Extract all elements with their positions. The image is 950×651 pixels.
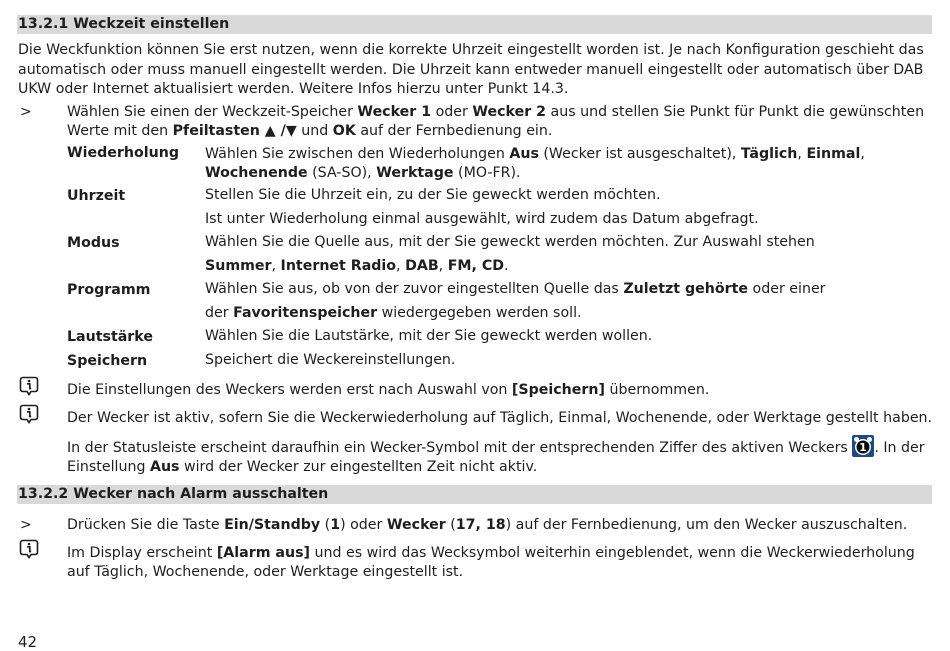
info-icon bbox=[19, 404, 39, 424]
page-number: 42 bbox=[18, 633, 38, 651]
alarm-clock-icon bbox=[852, 435, 874, 457]
term-speichern: Speichern bbox=[67, 353, 148, 369]
section-heading: 13.2.2 Wecker nach Alarm ausschalten bbox=[18, 486, 329, 502]
note-alarm-off: Im Display erscheint [Alarm aus] und es wird das Wecksymbol weiterhin eingeblendet, wenn die Weckerwiederholung auf Täglich, Wochenende, oder Werktage eingestellt ist. bbox=[67, 545, 915, 580]
section-heading-bar bbox=[17, 485, 932, 504]
desc-programm: Wählen Sie aus, ob von der zuvor eingestellten Quelle das Zuletzt gehörte oder einer der Favoritenspeicher wiedergegeben werden soll. bbox=[205, 281, 826, 321]
step-text: Drücken Sie die Taste Ein/Standby (1) oder Wecker (17, 18) auf der Fernbedienung, um den Wecker auszuschalten. bbox=[67, 517, 908, 533]
desc-wiederholung: Wählen Sie zwischen den Wiederholungen Aus (Wecker ist ausgeschaltet), Täglich, Einmal, Wochenende (SA-SO), Werktage (MO-FR). bbox=[205, 146, 865, 181]
term-modus: Modus bbox=[67, 235, 120, 251]
note-alarm-active: Der Wecker ist aktiv, sofern Sie die Weckerwiederholung auf Täglich, Einmal, Wochenende, oder Werktage gestellt haben. bbox=[67, 410, 933, 426]
note-save: Die Einstellungen des Weckers werden erst nach Auswahl von [Speichern] übernommen. bbox=[67, 382, 710, 398]
desc-uhrzeit: Stellen Sie die Uhrzeit ein, zu der Sie geweckt werden möchten. Ist unter Wiederholung einmal ausgewählt, wird zudem das Datum abgefragt. bbox=[205, 187, 759, 227]
section-heading: 13.2.1 Weckzeit einstellen bbox=[18, 16, 230, 32]
section-heading-bar bbox=[17, 15, 932, 34]
step-marker: > bbox=[20, 517, 32, 533]
desc-modus: Wählen Sie die Quelle aus, mit der Sie geweckt werden möchten. Zur Auswahl stehen Summer, Internet Radio, DAB, FM, CD. bbox=[205, 234, 815, 274]
step-marker: > bbox=[20, 104, 32, 120]
info-icon bbox=[19, 376, 39, 396]
term-lautstaerke: Lautstärke bbox=[67, 329, 153, 345]
desc-lautstaerke: Wählen Sie die Lautstärke, mit der Sie geweckt werden wollen. bbox=[205, 328, 653, 344]
alarm-digit: 1 bbox=[859, 441, 868, 454]
desc-speichern: Speichert die Weckereinstellungen. bbox=[205, 352, 456, 368]
note-alarm-status: In der Statusleiste erscheint daraufhin ein Wecker-Symbol mit der entsprechenden Ziffer des aktiven Weckers 1 . In der Einstellung Aus wird der Wecker zur eingestellten Zeit nicht aktiv. bbox=[67, 435, 935, 477]
step-text: Wählen Sie einen der Weckzeit-Speicher Wecker 1 oder Wecker 2 aus und stellen Sie Punkt für Punkt die gewünschten Werte mit den Pfeiltasten ▲ /▼ und OK auf der Fernbedienung ein. bbox=[67, 104, 925, 139]
intro-paragraph: Die Weckfunktion können Sie erst nutzen, wenn die korrekte Uhrzeit eingestellt worden ist. Je nach Konfiguration geschieht das automatisch oder muss manuell eingestellt werden. Die Uhrzeit kann entweder manuell eingestellt oder automatisch über DAB UKW oder Internet aktualisiert werden. Weitere Infos hierzu unter Punkt 14.3. bbox=[18, 42, 924, 97]
term-uhrzeit: Uhrzeit bbox=[67, 188, 126, 204]
info-icon bbox=[19, 539, 39, 559]
term-programm: Programm bbox=[67, 282, 151, 298]
term-wiederholung: Wiederholung bbox=[67, 145, 179, 161]
